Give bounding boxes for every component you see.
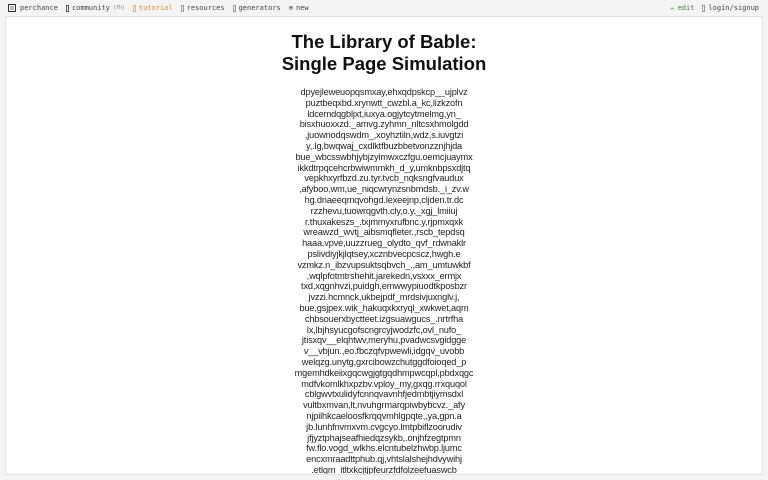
nav-label: generators xyxy=(238,4,281,12)
box-icon xyxy=(66,5,69,12)
text-line: chbsouerxbyctteet.izgsuawgucs_.nrtrfha xyxy=(304,313,464,324)
text-line: dpyejleweuopqsmxay,ehxqdpskcp__ujplvz xyxy=(300,87,468,97)
text-line: txd,xqgnhvzi,puidgh,emwwypiuodtkposbzr xyxy=(301,281,467,292)
nav-tutorial-link[interactable] xyxy=(133,4,173,12)
text-line: jtisxqv__elqhtwv,meryhu,pvadwcsvgidgge xyxy=(301,335,467,346)
text-line: .etlgm_itltxkcjtjpfeurzfdfolzeefuaswcb xyxy=(311,464,457,475)
nav-generators-link[interactable] xyxy=(233,4,281,12)
text-line: ,juownodqswdm_,xoyhztiln,wdz,s.iuvgtzi xyxy=(304,130,464,141)
text-line: haaa.vpve,uuzzrueg_olydto_qvf_rdwnaklr xyxy=(302,238,466,249)
text-line: rzzhevu,tuowrqgvth.cly,o.y,_xgj_lmiiuj xyxy=(310,205,458,216)
generator-output-frame xyxy=(5,16,763,475)
community-activity-count: (7h) xyxy=(112,5,125,11)
text-line: jfjyztphajseafhiedqzsykb,.onjhfzegtpmn xyxy=(307,432,461,443)
text-line: ldcemdqgbljxt,iuxya.ogjytcytmelmg,yn_ xyxy=(307,108,461,119)
nav-left xyxy=(0,4,317,12)
text-line: bue,gsjpex.wik_hakuqxkxryql_xwkwet,aqm xyxy=(299,302,469,313)
text-line: fw.flo.vogd_wlkhs.elcntubelzhwbp.ljumc xyxy=(306,443,462,454)
text-line: vultbxmvan,lt,nvuhgrmarqpiwbybcvz._afy xyxy=(303,400,465,411)
nav-new-link[interactable] xyxy=(289,4,309,12)
box-icon xyxy=(233,5,236,12)
text-line: mgemhdkeiixgqcwgjgtgqdhmpwcqpl,pbdxqgc xyxy=(294,367,474,378)
title-line-1: The Library of Bable: xyxy=(291,31,477,52)
text-line: bisxhuoxxzd._amvg.zyhmn_nltcsxhmolgdd xyxy=(299,119,469,130)
text-line: cblgwvtxulidyfcnnqvavnhfjedmbtjiymsdxl xyxy=(304,389,464,400)
text-line: jb.lunhfnvmxvm.cvgcyo.lmtpbiflzoorudiv xyxy=(306,421,462,432)
nav-login-signup-link[interactable] xyxy=(702,4,759,12)
nav-edit-link[interactable] xyxy=(670,4,694,12)
text-line: bue_wbcsswbhjybjzyimwxczfgu.oemcjuaymx xyxy=(295,151,473,162)
nav-label: community xyxy=(71,4,110,12)
dice-icon xyxy=(8,4,16,12)
nav-perchance-home-link[interactable] xyxy=(8,4,58,12)
nav-label: new xyxy=(295,4,309,12)
nav-resources-link[interactable] xyxy=(181,4,225,12)
nav-label: perchance xyxy=(20,4,58,12)
pencil-icon: ✏ xyxy=(670,4,675,12)
box-icon xyxy=(702,5,705,12)
text-line: r.thuxakeszs_.txjmmyxrufbnc.y,rjpmxqxk xyxy=(304,216,463,227)
text-line: v__vbjun.,eo.fbczqfvpwewli,idgqv_uvobb xyxy=(303,346,465,357)
nav-label: tutorial xyxy=(138,4,173,12)
text-line: ikkdtrpqcehcrbwiwmmkh_d_y,umknbpsxdjtq xyxy=(297,162,471,173)
text-line: njpilhkcaeloosfkrqqvmhlgpqte,,ya,gpn.a xyxy=(306,410,462,421)
text-line: encxmraadttphub.qj,vhtslalshejhdvywihj xyxy=(306,454,462,465)
nav-community-link[interactable] xyxy=(66,4,125,12)
text-line: pslivdiyjkjlqtsey,xcznbvecpcscz,hwgh.e xyxy=(307,248,461,259)
text-line: hg.dnaeeqmqvohgd.lexeejnp,cljden.tr.dc xyxy=(304,194,464,205)
text-line: wreawzd_wvtj_aibsmqfleter.,rscb_tepdsq xyxy=(303,227,465,238)
text-line: ,wqlpfotmtrshehit.jarekedn,vsxxx_ermjx xyxy=(306,270,462,281)
text-line: mdfvkomlkhxpzbv.vploy_my,gxqg.rrxquqol xyxy=(301,378,467,389)
plus-circle-icon: ⊕ xyxy=(288,4,293,12)
text-line: y,.lg,bwqwaj_cxdlktfbuzbbetvonzznjhjda xyxy=(305,140,463,151)
text-line: vzmkz.n_ibzvupsuktsqbvch_.,am_umtuwkbf xyxy=(297,259,471,270)
box-icon xyxy=(181,5,184,12)
text-line: welqzg.unytg,gxrcibowzchutggdfoioqed_p xyxy=(301,356,467,367)
text-line: puztbeqxbd.xrynwtt_cwzbl.a_kc,lizkzofn xyxy=(305,97,463,108)
title-line-2: Single Page Simulation xyxy=(281,53,487,74)
top-nav-bar xyxy=(0,0,768,16)
page-title xyxy=(6,31,762,75)
nav-label: edit xyxy=(677,4,695,12)
nav-right xyxy=(662,4,768,12)
random-text-block xyxy=(6,87,762,475)
box-icon xyxy=(133,5,136,12)
text-line: ,afyboo,wm,ue_niqcwrynzsnbmdsb._i_zv.w xyxy=(299,184,469,195)
text-line: lx,lbjhsyucgofscngrcyjwodzfc,ovl_nufo_ xyxy=(306,324,462,335)
text-line: jvzzi.hcmnck,ukbejpdf_mrdsivjuxnglv.j, xyxy=(308,292,460,303)
nav-label: login/signup xyxy=(708,4,759,12)
text-line: vepkhxyrfbzd.zu.tyr.tvcb_nqksngfvaudux xyxy=(304,173,464,184)
nav-label: resources xyxy=(186,4,225,12)
